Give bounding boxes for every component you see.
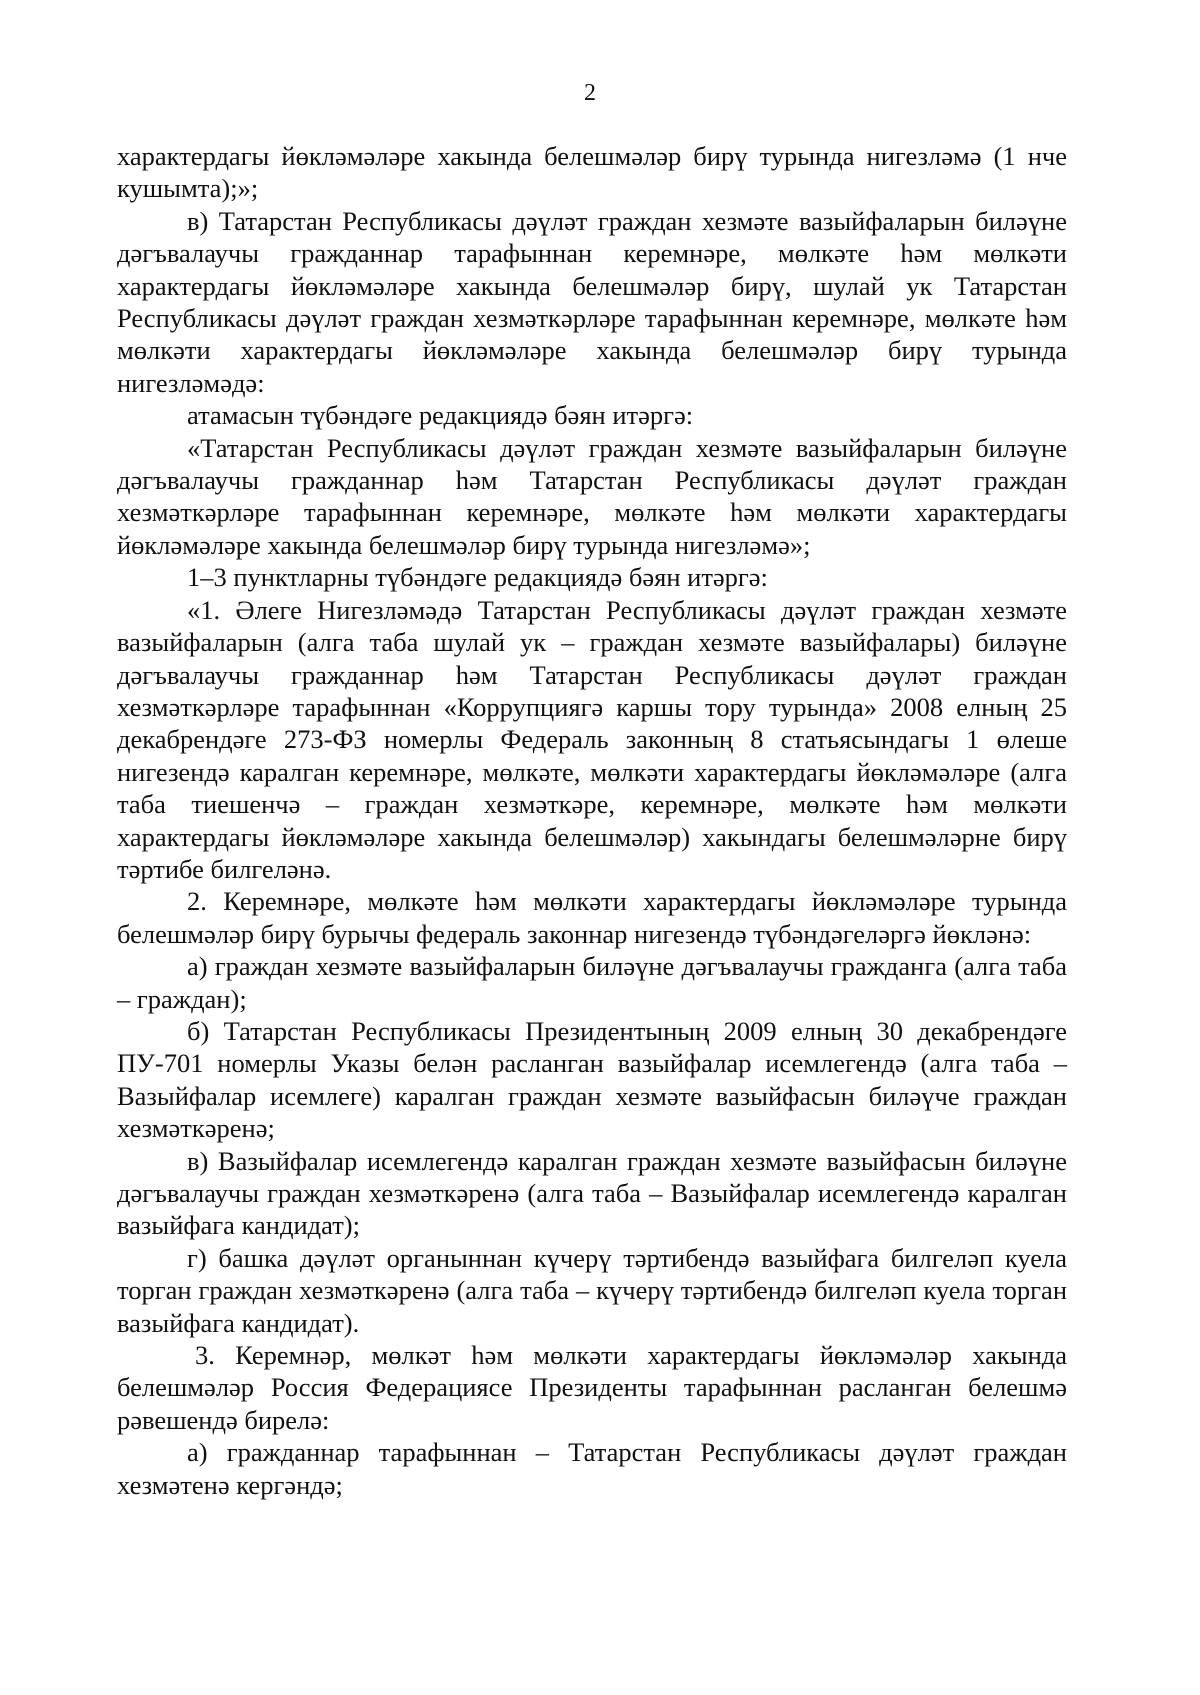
paragraph-point-2b: б) Татарстан Республикасы Президентының 2009 елның 30 декабрендәге ПУ-701 номерлы Указы белән расланган вазыйфалар исемлегендә (алга таба – Вазыйфалар исемлеге) каралган граждан хезмәте вазыйфасын биләүче граждан хезмәткәренә; — [117, 1015, 1067, 1144]
paragraph-point-2v: в) Вазыйфалар исемлегендә каралган граждан хезмәте вазыйфасын биләүне дәгъвалаучы граждан хезмәткәренә (алга таба – Вазыйфалар исемлегендә каралган вазыйфага кандидат); — [117, 1145, 1067, 1241]
paragraph-point-2g: г) башка дәүләт органыннан күчерү тәртибендә вазыйфага билгеләп куела торган граждан хезмәткәренә (алга таба – күчерү тәртибендә билгеләп куела торган вазыйфага кандидат). — [117, 1242, 1067, 1338]
paragraph-point-3: 3. Керемнәр, мөлкәт һәм мөлкәти характердагы йөкләмәләр хакында белешмәләр Россия Федерациясе Президенты тарафыннан расланган белешмә рәвешендә бирелә: — [117, 1340, 1067, 1435]
paragraph-item-v: в) Татарстан Республикасы дәүләт граждан хезмәте вазыйфаларын биләүне дәгъвалаучы гражданнар тарафыннан керемнәре, мөлкәте һәм мөлкәти характердагы йөкләмәләре хакында белешмәләр бирү, шулай ук Татарстан Республикасы дәүләт граждан хезмәткәрләре тарафыннан керемнәре, мөлкәте һәм мөлкәти характердагы йөкләмәләре хакында белешмәләр бирү турында нигезләмәдә: — [117, 205, 1067, 398]
page-number: 2 — [584, 80, 596, 106]
paragraph-title-instruction: атамасын түбәндәге редакциядә бәян итәргә: — [187, 400, 694, 431]
paragraph-quoted-title: «Татарстан Республикасы дәүләт граждан хезмәте вазыйфаларын биләүне дәгъвалаучы гражданнар һәм Татарстан Республикасы дәүләт граждан хезмәткәрләре тарафыннан керемнәре, мөлкәте һәм мөлкәти характердагы йөкләмәләре хакында белешмәләр бирү турында нигезләмә»; — [117, 432, 1067, 560]
paragraph-point-3a: а) гражданнар тарафыннан – Татарстан Республикасы дәүләт граждан хезмәтенә кергәндә; — [117, 1437, 1067, 1500]
document-body — [117, 140, 1067, 1501]
paragraph-point-2: 2. Керемнәре, мөлкәте һәм мөлкәти характердагы йөкләмәләре турында белешмәләр бирү бурычы федераль законнар нигезендә түбәндәгеләргә йөкләнә: — [117, 886, 1067, 949]
paragraph-point-2a: а) граждан хезмәте вазыйфаларын биләүне дәгъвалаучы гражданга (алга таба – граждан); — [117, 951, 1067, 1014]
paragraph-points-instruction: 1–3 пунктларны түбәндәге редакциядә бәян итәргә: — [187, 562, 768, 593]
paragraph-point-1: «1. Әлеге Нигезләмәдә Татарстан Республикасы дәүләт граждан хезмәте вазыйфаларын (алга таба шулай ук – граждан хезмәте вазыйфалары) биләүне дәгъвалаучы гражданнар һәм Татарстан Республикасы дәүләт граждан хезмәткәрләре тарафыннан «Коррупциягә каршы тору турында» 2008 елның 25 декабрендәге 273-ФЗ номерлы Федераль законның 8 статьясындагы 1 өлеше нигезендә каралган керемнәре, мөлкәте, мөлкәти характердагы йөкләмәләре (алга таба тиешенчә – граждан хезмәткәре, керемнәре, мөлкәте һәм мөлкәти характердагы йөкләмәләре хакында белешмәләр) хакындагы белешмәләрне бирү тәртибе билгеләнә. — [117, 594, 1067, 884]
paragraph-continuation: характердагы йөкләмәләре хакында белешмәләр бирү турында нигезләмә (1 нче кушымта);»; — [117, 141, 1067, 204]
